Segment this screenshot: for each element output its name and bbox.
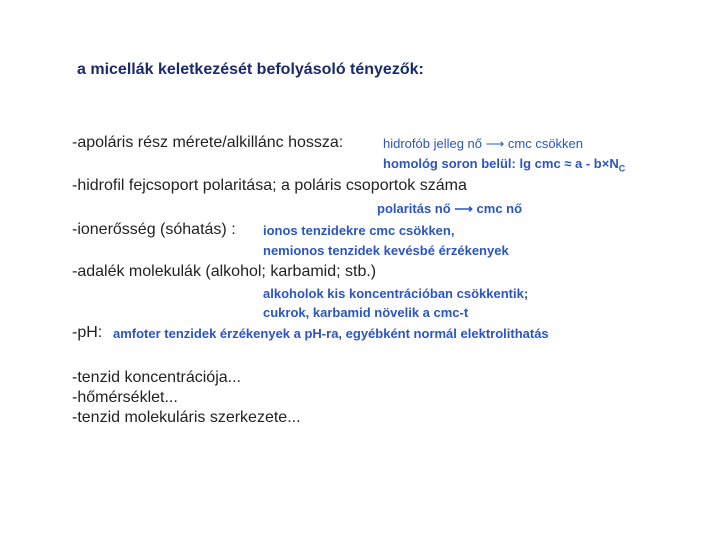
factor-apolar: -apoláris rész mérete/alkillánc hossza:: [72, 134, 344, 151]
note-additives-1: alkoholok kis koncentrációban csökkentik;: [263, 286, 529, 301]
note-apolar-hydrophobic: hidrofób jelleg nő ⟶ cmc csökken: [383, 136, 584, 151]
note-ph: amfoter tenzidek érzékenyek a pH-ra, egyébként normál elektrolithatás: [113, 326, 549, 341]
note-hydrophil-polarity: polaritás nő ⟶ cmc nő: [377, 201, 523, 216]
note-ionic-1: ionos tenzidekre cmc csökken,: [263, 223, 455, 238]
factor-ionic-strength: -ionerősség (sóhatás) :: [72, 221, 236, 238]
factor-structure: -tenzid molekuláris szerkezete...: [72, 409, 301, 426]
factor-hydrophil: -hidrofil fejcsoport polaritása; a poláris csoportok száma: [72, 177, 467, 194]
note-apolar-homolog-sub: C: [618, 163, 626, 174]
factor-temperature: -hőmérséklet...: [72, 389, 178, 406]
factor-concentration: -tenzid koncentrációja...: [72, 369, 241, 386]
note-additives-2: cukrok, karbamid növelik a cmc-t: [263, 305, 469, 320]
factor-additives: -adalék molekulák (alkohol; karbamid; stb.): [72, 263, 377, 280]
factor-ph: -pH:: [72, 324, 103, 341]
note-apolar-homolog: [383, 157, 625, 174]
note-apolar-homolog-text: homológ soron belül: lg cmc ≈ a - b×N: [383, 156, 619, 171]
note-ionic-2: nemionos tenzidek kevésbé érzékenyek: [263, 243, 509, 258]
slide-title: a micellák keletkezését befolyásoló tényezők:: [77, 61, 424, 78]
